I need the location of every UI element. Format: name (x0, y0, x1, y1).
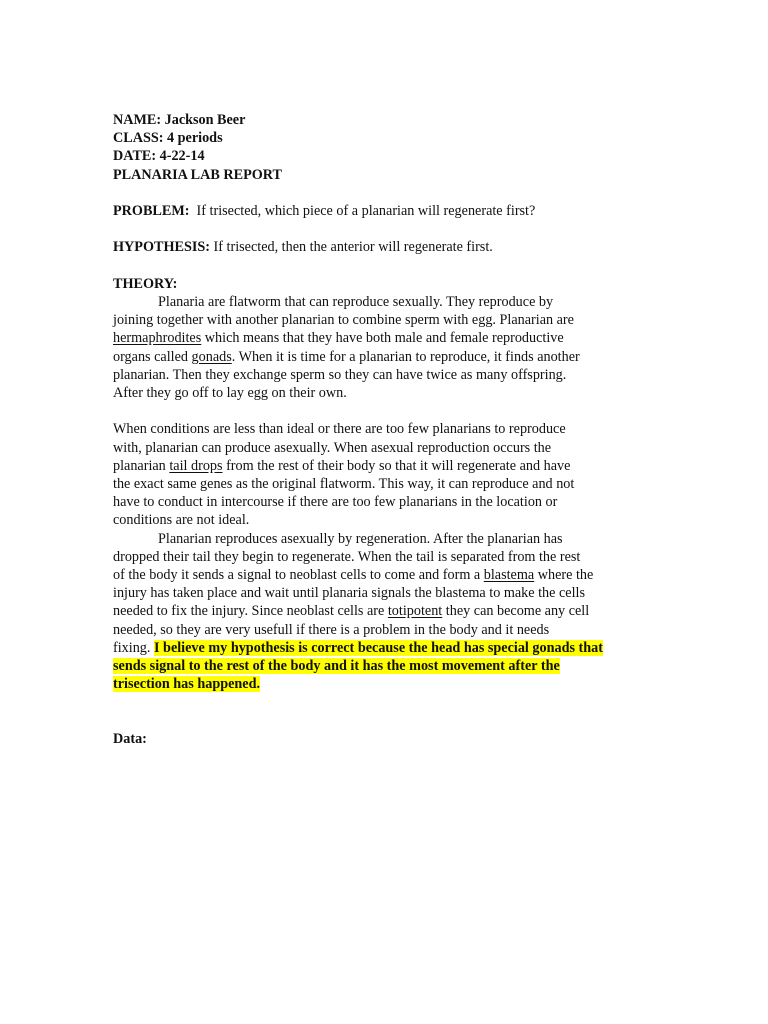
term-totipotent: totipotent (387, 603, 443, 620)
hypothesis-text: If trisected, then the anterior will regenerate first. (213, 239, 493, 256)
theory-p2-line4: the exact same genes as the original flatworm. This way, it can reproduce and not (113, 476, 575, 492)
lab-report-body (113, 111, 658, 693)
theory-p1-line6: After they go off to lay egg on their own. (113, 385, 347, 401)
name-label: NAME: (113, 112, 162, 128)
theory-label: THEORY: (113, 275, 178, 292)
theory-p3-line7 (113, 639, 658, 657)
hypothesis-line (113, 238, 658, 256)
date-value: 4-22-14 (159, 148, 205, 165)
problem-line (113, 202, 658, 220)
theory-p2-line2: with, planarian can produce asexually. When asexual reproduction occurs the (113, 439, 552, 456)
term-blastema: blastema (483, 567, 535, 584)
theory-p1-line3-rest: which means that they have both male and female reproductive (201, 330, 564, 347)
report-title: PLANARIA LAB REPORT (113, 166, 282, 183)
theory-p1-line4-rest: . When it is time for a planarian to reproduce, it finds another (231, 348, 580, 365)
theory-p2-line5: have to conduct in intercourse if there are too few planarians in the location or (113, 494, 558, 511)
theory-p3-line5-rest: they can become any cell (442, 603, 590, 620)
hypothesis-label: HYPOTHESIS: (113, 239, 210, 256)
problem-label: PROBLEM: (113, 203, 190, 219)
theory-p1-line1: Planaria are flatworm that can reproduce sexually. They reproduce by (158, 293, 554, 310)
class-value: 4 periods (167, 130, 223, 147)
theory-p3-line4: injury has taken place and wait until planaria signals the blastema to make the cells (113, 585, 585, 602)
theory-p3-line5-pre: needed to fix the injury. Since neoblast cells are (113, 603, 388, 620)
theory-p3-line3 (113, 566, 658, 584)
theory-p3-line1: Planarian reproduces asexually by regeneration. After the planarian has (158, 530, 563, 547)
date-label: DATE: (113, 148, 157, 165)
theory-p1-line5: planarian. Then they exchange sperm so they can have twice as many offspring. (113, 366, 567, 383)
theory-p3-line3-pre: of the body it sends a signal to neoblast cells to come and form a (113, 567, 484, 584)
class-line (113, 129, 658, 147)
theory-p3-line3-rest: where the (534, 567, 594, 584)
theory-p2-line3-pre: planarian (113, 457, 170, 474)
theory-p2-line3 (113, 457, 658, 475)
term-tail-drops: tail drops (169, 457, 223, 474)
theory-p1-line3 (113, 329, 658, 347)
name-value: Jackson Beer (164, 112, 246, 128)
theory-p3-line2: dropped their tail they begin to regenerate. When the tail is separated from the rest (113, 548, 581, 565)
theory-p2-line6: conditions are not ideal. (113, 512, 250, 529)
theory-p1-line4-pre: organs called (113, 348, 192, 365)
theory-p3-line7-pre: fixing. (113, 639, 154, 656)
problem-text: If trisected, which piece of a planarian will regenerate first? (196, 203, 536, 219)
theory-p3-line6: needed, so they are very usefull if there is a problem in the body and it needs (113, 621, 550, 638)
class-label: CLASS: (113, 130, 164, 147)
highlighted-conclusion-line1: I believe my hypothesis is correct because the head has special gonads that (153, 639, 603, 656)
name-line (113, 111, 658, 129)
date-line (113, 147, 658, 165)
highlighted-conclusion-line2: sends signal to the rest of the body and it has the most movement after the (113, 658, 560, 675)
theory-p2-line3-rest: from the rest of their body so that it will regenerate and have (222, 457, 571, 474)
term-hermaphrodites: hermaphrodites (113, 330, 202, 347)
theory-p3-line5 (113, 602, 658, 620)
theory-p1-line4 (113, 348, 658, 366)
term-gonads: gonads (191, 348, 232, 365)
theory-p3-line8 (113, 657, 658, 675)
theory-p1-line2: joining together with another planarian to combine sperm with egg. Planarian are (113, 312, 574, 329)
data-section-label: Data: (113, 731, 147, 747)
theory-p3-line9 (113, 675, 658, 693)
highlighted-conclusion-line3: trisection has happened. (113, 676, 261, 693)
theory-p2-line1: When conditions are less than ideal or there are too few planarians to reproduce (113, 421, 566, 438)
